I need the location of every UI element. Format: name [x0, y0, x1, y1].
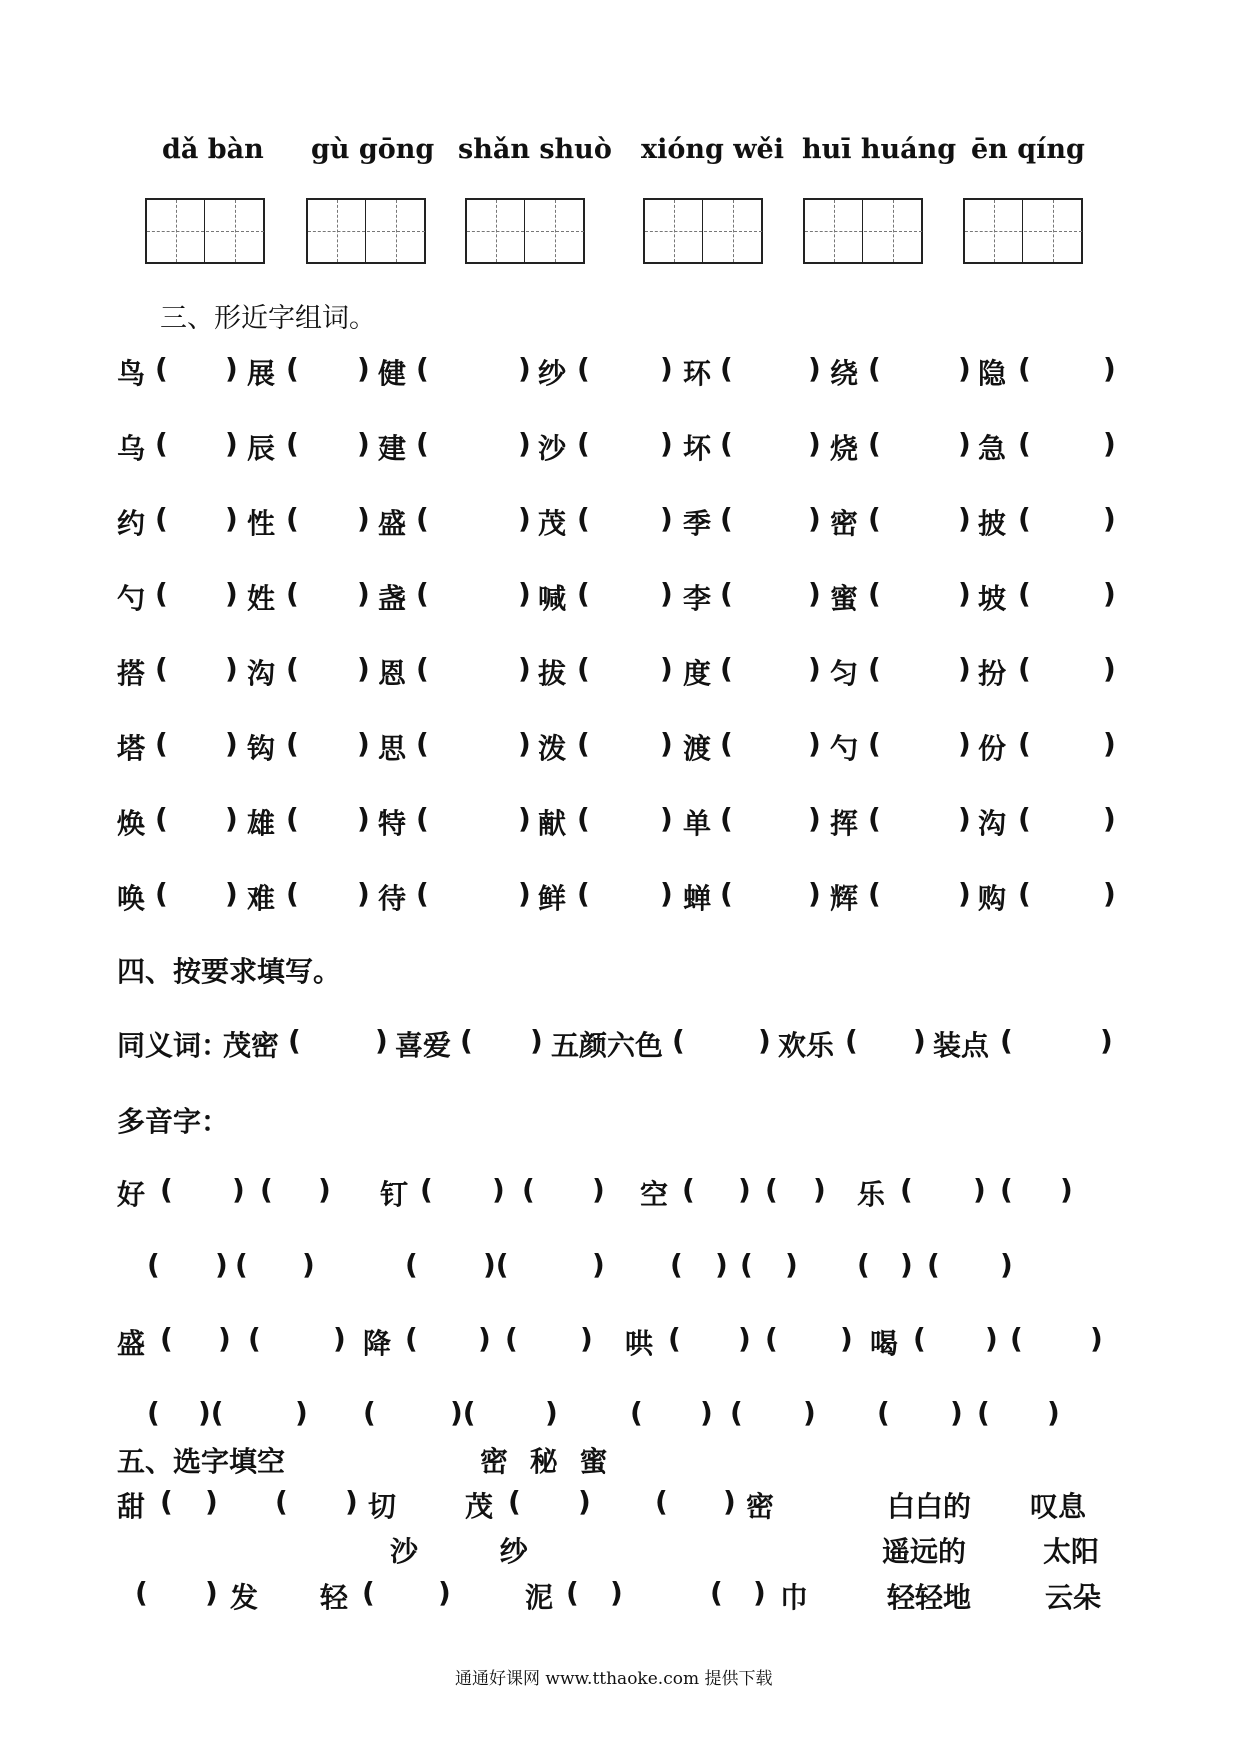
polyphone-char: 盛 [117, 1327, 146, 1360]
writing-box[interactable] [145, 198, 265, 264]
section5-line-3: ( ) 发 轻 ( ) 泥 ( ) ( ) 巾 轻轻地 云朵 [135, 1576, 1102, 1614]
similar-character: 献 [538, 807, 567, 840]
similar-character: 披 [978, 507, 1007, 540]
answer-blank-close[interactable]: ) [1103, 802, 1116, 835]
polyphone-blank-row-1[interactable]: ( ) ( ) ( )( ) ( ) ( ) ( ) ( ) [147, 1248, 1013, 1281]
answer-blank-close[interactable]: ) [958, 802, 971, 835]
polyphone-char: 乐 [857, 1178, 886, 1211]
polyphone-row-1: 好 ( ) ( ) 钉 ( ) ( ) 空 ( ) ( ) 乐 ( ) ( ) [117, 1173, 1073, 1211]
answer-blank-close[interactable]: ) [660, 427, 673, 460]
similar-character: 蝉 [683, 882, 712, 915]
polyphone-char: 降 [363, 1327, 392, 1360]
section3-title: 三、形近字组词。 [160, 303, 376, 334]
pinyin-3: shǎn shuò [458, 134, 612, 165]
similar-character: 健 [378, 357, 407, 390]
writing-box[interactable] [803, 198, 923, 264]
answer-blank-open[interactable]: ( [155, 352, 168, 385]
similar-character: 特 [378, 807, 407, 840]
similar-character: 辉 [830, 882, 859, 915]
answer-blank-close[interactable]: ) [225, 352, 238, 385]
answer-blank-close[interactable]: ) [518, 652, 531, 685]
writing-box[interactable] [643, 198, 763, 264]
pinyin-5: huī huáng [802, 134, 957, 165]
answer-blank-open[interactable]: ( [720, 652, 733, 685]
word-group-row [0, 427, 1240, 467]
similar-character: 沙 [538, 432, 567, 465]
answer-blank-open[interactable]: ( [577, 352, 590, 385]
similar-character: 待 [378, 882, 407, 915]
answer-blank-open[interactable]: ( [416, 802, 429, 835]
answer-blank-close[interactable]: ) [1103, 502, 1116, 535]
answer-blank-close[interactable]: ) [225, 802, 238, 835]
similar-character: 季 [683, 507, 712, 540]
synonym-word: 欢乐 [778, 1029, 835, 1062]
answer-blank-open[interactable]: ( [720, 502, 733, 535]
synonym-word: 五颜六色 [551, 1029, 664, 1062]
similar-character: 焕 [117, 807, 146, 840]
word-group-row [0, 652, 1240, 692]
answer-blank-open[interactable]: ( [286, 877, 299, 910]
answer-blank-open[interactable]: ( [155, 727, 168, 760]
answer-blank-open[interactable]: ( [720, 352, 733, 385]
similar-character: 蜜 [830, 582, 859, 615]
similar-character: 唤 [117, 882, 146, 915]
answer-blank-open[interactable]: ( [868, 352, 881, 385]
synonym-row: 同义词： 茂密 ( ) 喜爱 ( ) 五颜六色 ( ) 欢乐 ( ) 装点 ( ) [117, 1024, 1113, 1062]
answer-blank-close[interactable]: ) [357, 502, 370, 535]
polyphone-char: 好 [117, 1178, 146, 1211]
answer-blank-open[interactable]: ( [155, 427, 168, 460]
similar-character: 拔 [538, 657, 567, 690]
similar-character: 勺 [830, 732, 859, 765]
answer-blank-close[interactable]: ) [808, 727, 821, 760]
answer-blank-close[interactable]: ) [357, 577, 370, 610]
word-group-row [0, 802, 1240, 842]
similar-character: 渡 [683, 732, 712, 765]
word-group-row [0, 877, 1240, 917]
similar-character: 沟 [247, 657, 276, 690]
similar-character: 隐 [978, 357, 1007, 390]
answer-blank-open[interactable]: ( [286, 427, 299, 460]
section5-line-2 [0, 1530, 1240, 1570]
similar-character: 勺 [117, 582, 146, 615]
answer-blank-close[interactable]: ) [958, 652, 971, 685]
answer-blank-close[interactable]: ) [357, 652, 370, 685]
answer-blank-close[interactable]: ) [518, 802, 531, 835]
answer-blank-open[interactable]: ( [1018, 577, 1031, 610]
answer-blank-close[interactable]: ) [1103, 577, 1116, 610]
answer-blank-open[interactable]: ( [868, 502, 881, 535]
similar-character: 恩 [378, 657, 407, 690]
answer-blank-close[interactable]: ) [660, 352, 673, 385]
similar-character: 密 [830, 507, 859, 540]
word-group-row [0, 352, 1240, 392]
footer-credit: 通通好课网 www.tthaoke.com 提供下载 [455, 1669, 773, 1689]
similar-character: 盛 [378, 507, 407, 540]
answer-blank-open[interactable]: ( [868, 727, 881, 760]
similar-character: 盏 [378, 582, 407, 615]
answer-blank-open[interactable]: ( [1018, 802, 1031, 835]
writing-box[interactable] [306, 198, 426, 264]
similar-character: 钩 [247, 732, 276, 765]
match-left-1: 白白的 [887, 1490, 972, 1523]
answer-blank-close[interactable]: ) [808, 427, 821, 460]
answer-blank-open[interactable]: ( [155, 802, 168, 835]
similar-character: 辰 [247, 432, 276, 465]
similar-character: 展 [247, 357, 276, 390]
answer-blank-open[interactable]: ( [868, 427, 881, 460]
similar-character: 喊 [538, 582, 567, 615]
similar-character: 搭 [117, 657, 146, 690]
answer-blank-open[interactable]: ( [416, 577, 429, 610]
answer-blank-close[interactable]: ) [808, 352, 821, 385]
answer-blank-close[interactable]: ) [1103, 877, 1116, 910]
similar-character: 乌 [117, 432, 146, 465]
similar-character: 塔 [117, 732, 146, 765]
answer-blank-close[interactable]: ) [1103, 352, 1116, 385]
similar-character: 建 [378, 432, 407, 465]
answer-blank-close[interactable]: ) [958, 502, 971, 535]
answer-blank-open[interactable]: ( [416, 502, 429, 535]
similar-character: 性 [247, 507, 276, 540]
polyphone-char: 钉 [380, 1178, 409, 1211]
similar-character: 纱 [538, 357, 567, 390]
answer-blank-close[interactable]: ) [357, 802, 370, 835]
answer-blank-close[interactable]: ) [958, 577, 971, 610]
synonym-word: 茂密 [223, 1029, 280, 1062]
answer-blank-close[interactable]: ) [518, 877, 531, 910]
answer-blank-close[interactable]: ) [660, 652, 673, 685]
similar-character: 挥 [830, 807, 859, 840]
answer-blank-open[interactable]: ( [1018, 877, 1031, 910]
similar-character: 雄 [247, 807, 276, 840]
similar-character: 单 [683, 807, 712, 840]
section4-title: 四、按要求填写。 [117, 955, 342, 988]
answer-blank-open[interactable]: ( [286, 727, 299, 760]
word-group-row [0, 727, 1240, 767]
answer-blank-open[interactable]: ( [1018, 652, 1031, 685]
answer-blank-close[interactable]: ) [225, 427, 238, 460]
answer-blank-open[interactable]: ( [577, 502, 590, 535]
answer-blank-close[interactable]: ) [1103, 427, 1116, 460]
answer-blank-open[interactable]: ( [155, 877, 168, 910]
answer-blank-open[interactable]: ( [720, 802, 733, 835]
answer-blank-close[interactable]: ) [958, 877, 971, 910]
similar-character: 姓 [247, 582, 276, 615]
similar-character: 泼 [538, 732, 567, 765]
similar-character: 烧 [830, 432, 859, 465]
polyphone-char: 空 [640, 1178, 669, 1211]
match-left-2: 遥远的 [882, 1535, 967, 1568]
answer-blank-open[interactable]: ( [155, 577, 168, 610]
answer-blank-open[interactable]: ( [286, 502, 299, 535]
choice-characters-2: 沙 纱 [390, 1535, 564, 1568]
answer-blank-close[interactable]: ) [518, 577, 531, 610]
answer-blank-close[interactable]: ) [808, 502, 821, 535]
polyphone-char: 喝 [870, 1327, 899, 1360]
section5-header [0, 1440, 1240, 1480]
polyphone-blank-row-2[interactable]: ( )( ) ( )( ) ( ) ( ) ( ) ( ) [147, 1396, 1060, 1429]
synonym-word: 装点 [933, 1029, 990, 1062]
writing-box[interactable] [963, 198, 1083, 264]
answer-blank-close[interactable]: ) [958, 727, 971, 760]
answer-blank-close[interactable]: ) [808, 577, 821, 610]
similar-character: 茂 [538, 507, 567, 540]
answer-blank-open[interactable]: ( [416, 427, 429, 460]
similar-character: 环 [683, 357, 712, 390]
answer-blank-open[interactable]: ( [286, 802, 299, 835]
match-left-3: 轻轻地 [887, 1581, 972, 1614]
answer-blank-close[interactable]: ) [518, 502, 531, 535]
answer-blank-open[interactable]: ( [868, 802, 881, 835]
similar-character: 购 [978, 882, 1007, 915]
answer-blank-open[interactable]: ( [720, 727, 733, 760]
answer-blank-open[interactable]: ( [577, 427, 590, 460]
answer-blank-open[interactable]: ( [868, 577, 881, 610]
answer-blank-close[interactable]: ) [808, 652, 821, 685]
answer-blank-open[interactable]: ( [868, 652, 881, 685]
pinyin-4: xióng wěi [641, 134, 784, 165]
answer-blank-open[interactable]: ( [416, 727, 429, 760]
answer-blank-open[interactable]: ( [868, 877, 881, 910]
similar-character: 扮 [978, 657, 1007, 690]
answer-blank-close[interactable]: ) [225, 877, 238, 910]
similar-character: 坡 [978, 582, 1007, 615]
answer-blank-close[interactable]: ) [808, 802, 821, 835]
answer-blank-close[interactable]: ) [518, 352, 531, 385]
answer-blank-close[interactable]: ) [660, 502, 673, 535]
similar-character: 鲜 [538, 882, 567, 915]
answer-blank-open[interactable]: ( [577, 577, 590, 610]
similar-character: 坏 [683, 432, 712, 465]
answer-blank-close[interactable]: ) [1103, 727, 1116, 760]
choice-characters-1: 密 秘 蜜 [480, 1445, 614, 1478]
answer-blank-open[interactable]: ( [1018, 427, 1031, 460]
answer-blank-close[interactable]: ) [958, 427, 971, 460]
answer-blank-close[interactable]: ) [660, 727, 673, 760]
similar-character: 急 [978, 432, 1007, 465]
answer-blank-open[interactable]: ( [720, 577, 733, 610]
answer-blank-close[interactable]: ) [225, 502, 238, 535]
answer-blank-open[interactable]: ( [577, 652, 590, 685]
similar-character: 绕 [830, 357, 859, 390]
answer-blank-open[interactable]: ( [286, 577, 299, 610]
answer-blank-close[interactable]: ) [1103, 652, 1116, 685]
answer-blank-open[interactable]: ( [720, 877, 733, 910]
section5-title: 五、选字填空 [117, 1445, 286, 1478]
similar-character: 份 [978, 732, 1007, 765]
answer-blank-close[interactable]: ) [660, 802, 673, 835]
answer-blank-close[interactable]: ) [660, 577, 673, 610]
word-group-row [0, 577, 1240, 617]
word-group-row [0, 502, 1240, 542]
answer-blank-close[interactable]: ) [808, 877, 821, 910]
answer-blank-close[interactable]: ) [357, 352, 370, 385]
similar-character: 思 [378, 732, 407, 765]
match-right-3: 云朵 [1045, 1581, 1102, 1614]
answer-blank-open[interactable]: ( [1018, 502, 1031, 535]
pinyin-6: ēn qíng [971, 134, 1085, 165]
similar-character: 鸟 [117, 357, 146, 390]
similar-character: 沟 [978, 807, 1007, 840]
polyphone-char: 哄 [625, 1327, 654, 1360]
synonym-label: 同义词： [117, 1029, 230, 1062]
answer-blank-open[interactable]: ( [286, 652, 299, 685]
answer-blank-open[interactable]: ( [416, 877, 429, 910]
writing-box[interactable] [465, 198, 585, 264]
answer-blank-open[interactable]: ( [416, 652, 429, 685]
answer-blank-close[interactable]: ) [357, 727, 370, 760]
section5-line-1: 甜 ( ) ( ) 切 茂 ( ) ( ) 密 白白的 叹息 [117, 1485, 1087, 1523]
answer-blank-open[interactable]: ( [577, 802, 590, 835]
answer-blank-close[interactable]: ) [357, 877, 370, 910]
answer-blank-open[interactable]: ( [286, 352, 299, 385]
answer-blank-open[interactable]: ( [416, 352, 429, 385]
pinyin-1: dǎ bàn [162, 134, 264, 165]
answer-blank-close[interactable]: ) [225, 577, 238, 610]
answer-blank-open[interactable]: ( [720, 427, 733, 460]
answer-blank-open[interactable]: ( [155, 652, 168, 685]
pinyin-2: gù gōng [311, 134, 435, 165]
similar-character: 度 [683, 657, 712, 690]
answer-blank-close[interactable]: ) [958, 352, 971, 385]
answer-blank-close[interactable]: ) [225, 727, 238, 760]
polyphone-label: 多音字： [117, 1105, 230, 1138]
match-right-1: 叹息 [1030, 1490, 1087, 1523]
similar-character: 难 [247, 882, 276, 915]
answer-blank-close[interactable]: ) [660, 877, 673, 910]
answer-blank-open[interactable]: ( [577, 727, 590, 760]
answer-blank-close[interactable]: ) [518, 727, 531, 760]
polyphone-row-2: 盛 ( ) ( ) 降 ( ) ( ) 哄 ( ) ( ) 喝 ( ) ( ) [117, 1322, 1103, 1360]
answer-blank-open[interactable]: ( [1018, 727, 1031, 760]
synonym-word: 喜爱 [395, 1029, 452, 1062]
similar-character: 李 [683, 582, 712, 615]
answer-blank-close[interactable]: ) [225, 652, 238, 685]
answer-blank-open[interactable]: ( [1018, 352, 1031, 385]
match-right-2: 太阳 [1043, 1535, 1100, 1568]
similar-character: 匀 [830, 657, 859, 690]
answer-blank-close[interactable]: ) [518, 427, 531, 460]
similar-character: 约 [117, 507, 146, 540]
answer-blank-open[interactable]: ( [155, 502, 168, 535]
answer-blank-open[interactable]: ( [577, 877, 590, 910]
answer-blank-close[interactable]: ) [357, 427, 370, 460]
